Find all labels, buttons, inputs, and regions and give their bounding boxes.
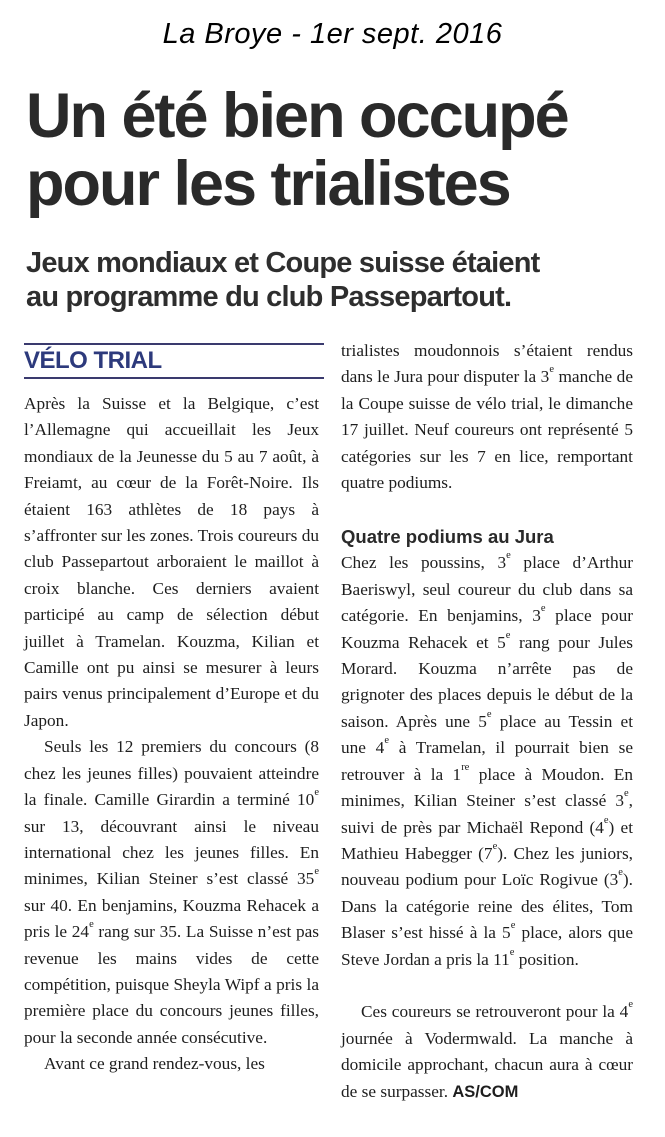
subhead-line-2: au programme du club Passepartout. (26, 281, 512, 313)
headline-line-1: Un été bien occupé (26, 81, 568, 151)
article-column-left (24, 391, 319, 1078)
rubric-rule-bottom (24, 377, 324, 379)
paragraph: trialistes moudonnois s’étaient rendus dans le Jura pour disputer la 3e manche de la Coupe suisse de vélo trial, le dimanche 17 juillet. Neuf coureurs ont représenté 5 catégories sur les 7 en lice, remportant quatre podiums. (341, 341, 633, 493)
paragraph: Chez les poussins, 3e place d’Arthur Baeriswyl, seul coureur du club dans sa catégorie. En benjamins, 3e place pour Kouzma Rehacek et 5e rang pour Jules Morard. Kouzma n’arrête pas de grignoter des places depuis le début de la saison. Après une 5e place au Tessin et une 4e à Tramelan, il pourrait bien se retrouver à la 1re place à Moudon. En minimes, Kilian Steiner s’est classé 3e, suivi de près par Michaël Repond (4e) et Mathieu Habegger (7e). Chez les juniors, nouveau podium pour Loïc Rogivue (3e). Dans la catégorie reine des élites, Tom Blaser s’est hissé à la 5e place, alors que Steve Jordan a pris la 11e position. (341, 550, 633, 969)
paragraph: Avant ce grand rendez-vous, les (44, 1054, 265, 1074)
subheadline (26, 246, 656, 314)
headline-line-2: pour les trialistes (26, 149, 510, 219)
paragraph: Seuls les 12 premiers du concours (8 chez les jeunes filles) pouvaient atteindre la finale. Camille Girardin a terminé 10e sur 13, découvrant ainsi le niveau international chez les jeunes filles. En minimes, Kilian Steiner s’est classé 35e sur 40. En benjamins, Kouzma Rehacek a pris le 24e rang sur 35. La Suisse n’est pas revenue les mains vides de cette compétition, puisque Sheyla Wipf a pris la première place du concours jeunes filles, pour la seconde année consécutive. (24, 737, 319, 1047)
section-rubric: VÉLO TRIAL (24, 347, 162, 374)
article-column-right (341, 338, 633, 1105)
paragraph: Après la Suisse et la Belgique, c’est l’Allemagne qui accueillait les Jeux mondiaux de la Jeunesse du 5 au 7 août, à Freiamt, au cœur de la Forêt-Noire. Ils étaient 163 athlètes de 18 pays à s’affronter sur les zones. Trois coureurs du club Passepartout arboraient le maillot à croix blanche. Ces derniers avaient participé au camp de sélection début juillet à Tramelan. Kouzma, Kilian et Camille ont pu ainsi se mesurer à leurs pairs venus principalement d’Europe et du Japon. (24, 394, 319, 730)
source-line: La Broye - 1er sept. 2016 (162, 18, 503, 50)
crosshead: Quatre podiums au Jura (341, 526, 554, 548)
author-signature: AS/COM (452, 1082, 519, 1101)
paragraph: Ces coureurs se retrouveront pour la 4e journée à Vodermwald. La manche à domicile approchant, chacun aura à cœur de se surpasser. AS/COM (341, 999, 633, 1101)
subhead-line-1: Jeux mondiaux et Coupe suisse étaient (26, 247, 540, 279)
headline (26, 82, 656, 218)
